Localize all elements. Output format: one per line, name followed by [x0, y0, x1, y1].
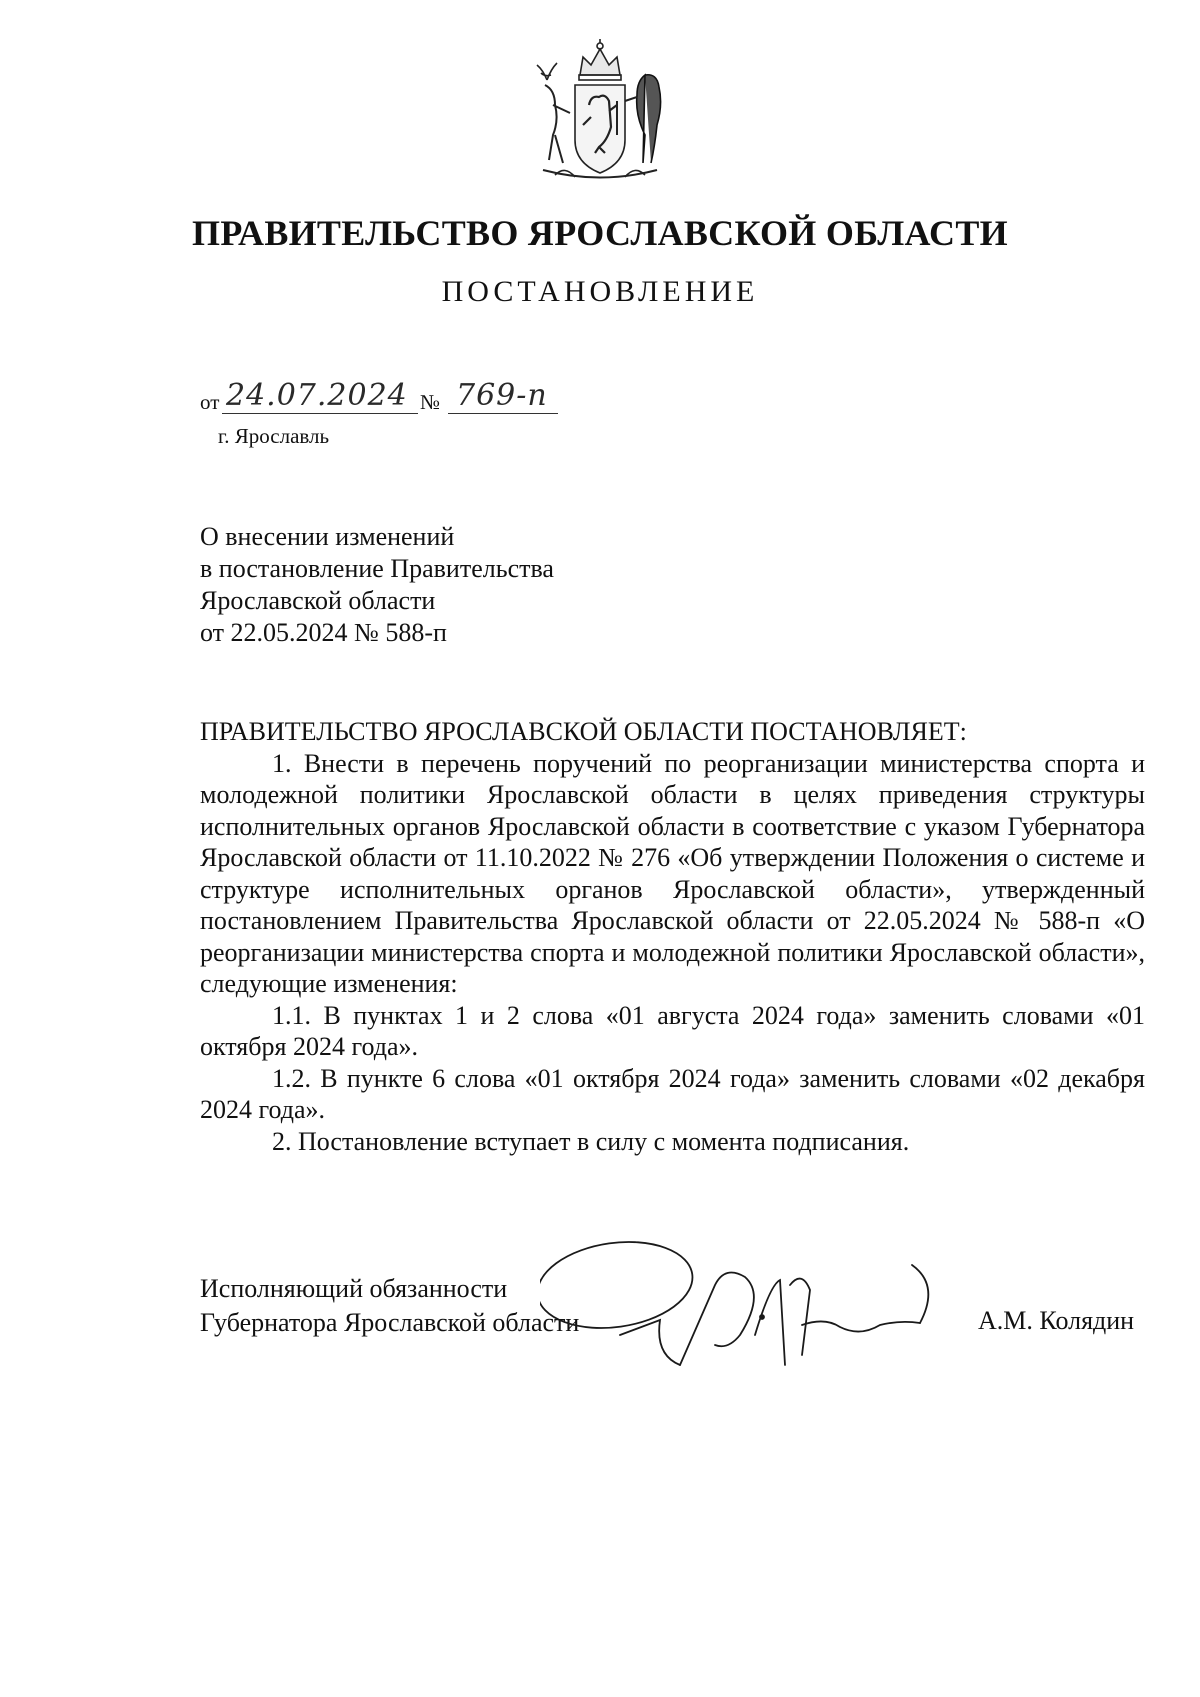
paragraph-1-1: 1.1. В пунктах 1 и 2 слова «01 августа 2024 года» заменить словами «01 октября 2024 года». [200, 1000, 1145, 1061]
paragraph-1-2: 1.2. В пункте 6 слова «01 октября 2024 года» заменить словами «02 декабря 2024 года». [200, 1063, 1145, 1124]
from-label: от [200, 390, 220, 414]
position-line: Губернатора Ярославской области [200, 1308, 580, 1337]
coat-of-arms-icon [525, 35, 675, 190]
handwritten-number: 769-п [456, 378, 548, 413]
subject-line: от 22.05.2024 № 588-п [200, 618, 447, 647]
date-number-line [200, 378, 600, 416]
subject-line: в постановление Правительства [200, 554, 554, 583]
signatory-position [200, 1272, 579, 1340]
city: г. Ярославль [218, 424, 330, 448]
handwritten-date: 24.07.2024 [226, 378, 408, 413]
number-underline [448, 413, 558, 414]
paragraph-1: 1. Внести в перечень поручений по реорганизации министерства спорта и молодежной политики Ярославской области в целях приведения структуры исполнительных органов Ярославской области в соответствие с указом Губернатора Ярославской области от 11.10.2022 № 276 «Об утверждении Положения о системе и структуре исполнительных органов Ярославской области», утвержденный постановлением Правительства Ярославской области от 22.05.2024 № 588-п «О реорганизации министерства спорта и молодежной политики Ярославской области», следующие изменения: [200, 748, 1145, 998]
decree-line: ПРАВИТЕЛЬСТВО ЯРОСЛАВСКОЙ ОБЛАСТИ ПОСТАНОВЛЯЕТ: [200, 717, 967, 746]
document-type: ПОСТАНОВЛЕНИЕ [441, 275, 759, 308]
document-body [200, 716, 1145, 1157]
subject-block [200, 521, 554, 649]
signatory-name: А.М. Колядин [978, 1306, 1135, 1335]
organization-title: ПРАВИТЕЛЬСТВО ЯРОСЛАВСКОЙ ОБЛАСТИ [192, 213, 1008, 253]
subject-line: О внесении изменений [200, 522, 455, 551]
subject-line: Ярославской области [200, 586, 436, 615]
handwritten-signature-icon [540, 1225, 980, 1375]
position-line: Исполняющий обязанности [200, 1274, 508, 1303]
date-underline [222, 413, 418, 414]
number-label: № [420, 390, 441, 414]
paragraph-2: 2. Постановление вступает в силу с момента подписания. [272, 1126, 910, 1156]
